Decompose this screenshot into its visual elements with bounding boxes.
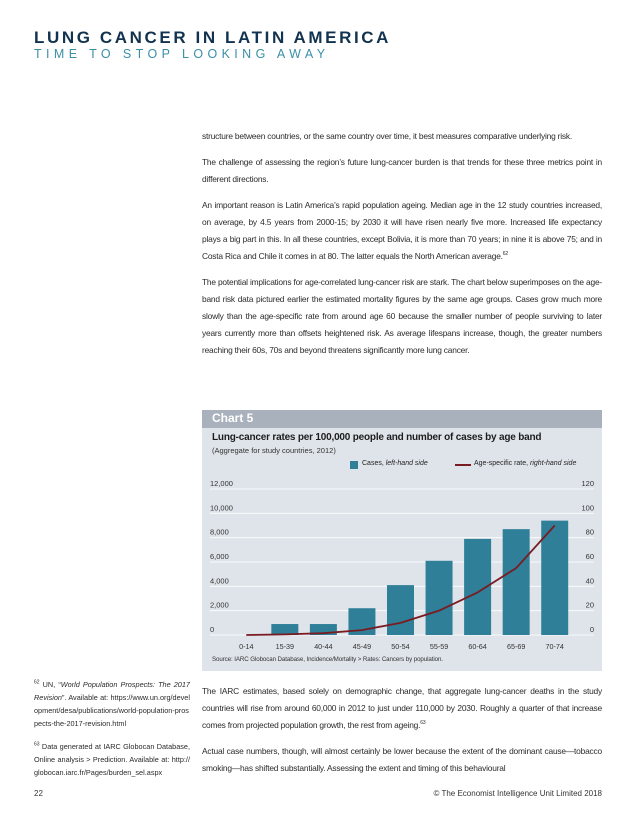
chart-box [202,410,602,671]
bar-65-69 [503,529,530,635]
y-left-tick-label: 2,000 [210,600,229,610]
x-tick-label: 60-64 [468,642,487,651]
y-right-tick-label: 0 [589,625,594,634]
paragraph-text: An important reason is Latin America’s rapid population ageing. Median age in the 12 study countries increased, on average, by 4.5 years from 2000-15; by 2030 it will have risen nearly five more. Increased life expectancy plays a big part in this. In all these countries, except Bolivia, it is more than 70 years; in nine it is above 75; and in Costa Rica and Chile it comes in at 80. The latter equals the North American average. [202,200,602,261]
y-right-tick-label: 40 [585,576,594,586]
body-text-bottom [202,683,602,786]
paragraph: The challenge of assessing the region’s future lung-cancer burden is that trends for these three metrics point in different directions. [202,157,602,184]
y-left-tick-label: 10,000 [210,503,233,513]
y-right-tick-label: 100 [581,503,594,513]
y-right-tick-label: 60 [585,552,594,561]
footnote-link[interactable]: Data generated at IARC Globocan Database, Online analysis > Prediction. Available at: http://globocan.iarc.fr/Pages/burden_sel.aspx [34,742,190,777]
legend-label: Cases, [362,460,386,467]
x-tick-label: 50-54 [391,642,410,651]
paragraph-text: The IARC estimates, based solely on demographic change, that aggregate lung-cancer deaths in the study countries will rise from around 60,000 in 2012 to just under 110,000 by 2030. Roughly a quarter of that increase comes from projected population growth, the rest from ageing. [202,686,602,730]
footnote-63 [34,740,190,779]
legend-label-axis: right-hand side [530,460,577,467]
footnote-number: 63 [34,741,40,748]
x-tick-label: 70-74 [545,642,564,651]
paragraph [202,197,602,265]
paragraph [202,683,602,734]
paragraph: Actual case numbers, though, will almost certainly be lower because the extent of the dominant cause—tobacco smoking—has shifted substantially. Assessing the extent and timing of this behavioural [202,746,602,773]
y-left-tick-label: 6,000 [210,552,229,561]
paragraph: The potential implications for age-correlated lung-cancer risk are stark. The chart below superimposes on the age-band risk data pictured earlier the estimated mortality figures by the same age groups. Cases grow much more slowly than the age-specific rate from around age 60 because the smaller number of people surviving to later years currently more than offsets heightened risk. As average lifespans increase, though, the greater numbers reaching their 60s, 70s and beyond threatens significantly more lung cancer. [202,277,602,355]
footnote-ref[interactable]: 62 [502,251,508,258]
legend-label: Age-specific rate, [474,460,531,467]
y-left-tick-label: 0 [210,625,215,634]
y-right-tick-label: 20 [585,600,594,610]
footnote-text [34,678,190,730]
footnote-source-title: World Population Prospects: The 2017 Revision [34,680,190,702]
footnote-62 [34,678,190,730]
x-tick-label: 65-69 [506,642,526,651]
bar-55-59 [426,561,453,635]
paragraph: structure between countries, or the same country over time, it best measures comparative underlying risk. [202,131,573,141]
y-left-tick-label: 12,000 [210,479,233,488]
y-right-tick-label: 80 [585,527,594,537]
x-tick-label: 45-49 [352,642,372,651]
y-right-tick-label: 120 [581,479,594,488]
report-subtitle: TIME TO STOP LOOKING AWAY [34,47,330,61]
footnote-ref[interactable]: 63 [420,720,426,727]
footnote-link[interactable]: ”. Available at: https://www.un.org/development/desa/publications/world-population-prospects-the-2017-revision.html [34,693,190,728]
footnote-part: UN, “ [39,680,61,689]
x-tick-label: 55-59 [429,642,449,651]
y-left-tick-label: 8,000 [210,527,229,537]
report-title: LUNG CANCER IN LATIN AMERICA [34,28,392,47]
bar-70-74 [541,521,568,635]
copyright: © The Economist Intelligence Unit Limited 2018 [433,789,602,798]
bar-50-54 [387,585,414,635]
footnote-number: 62 [34,679,40,686]
chart-plot [202,410,602,671]
chart-source: Source: IARC Globocan Database, Incidence/Mortality > Rates: Cancers by population. [212,656,443,663]
x-tick-label: 0-14 [239,642,254,651]
footnote-text [34,740,190,779]
legend-label-axis: left-hand side [385,460,428,467]
page-number: 22 [34,789,43,798]
chart-subtitle: (Aggregate for study countries, 2012) [212,446,336,455]
chart-tab-label: Chart 5 [212,411,254,425]
y-left-tick-label: 4,000 [210,576,229,586]
x-tick-label: 15-39 [275,642,295,651]
x-tick-label: 40-44 [314,642,333,651]
body-text-top [202,128,602,368]
chart-title: Lung-cancer rates per 100,000 people and number of cases by age band [212,432,542,443]
